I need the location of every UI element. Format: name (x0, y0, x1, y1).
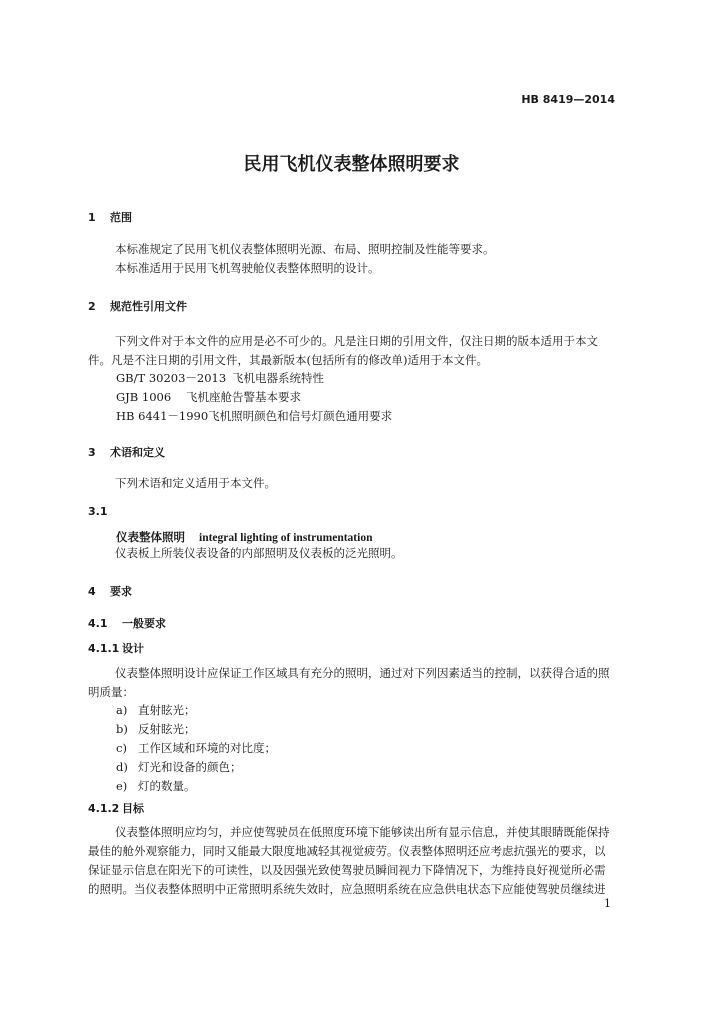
term-english: integral lighting of instrumentation (199, 532, 373, 544)
subsection-4-1-1-heading (88, 640, 144, 656)
objective-paragraph: 仪表整体照明应均匀，并应使驾驶员在低照度环境下能够读出所有显示信息，并使其眼睛既能保持最佳的舱外观察能力，同时又能最大限度地减轻其视觉疲劳。仪表整体照明还应考虑抗强光的要求，以保证显示信息在阳光下的可读性，以及因强光致使驾驶员瞬间视力下降情况下，为维持良好视觉所必需的照明。当仪表整体照明中正常照明系统失效时，应急照明系统在应急供电状态下应能使驾驶员继续进 (88, 825, 610, 896)
terms-intro-paragraph: 下列术语和定义适用于本文件。 (115, 476, 276, 490)
list-text: 反射眩光； (138, 722, 196, 736)
design-paragraph: 仪表整体照明设计应保证工作区域具有充分的照明，通过对下列因素适当的控制，以获得合适的照明质量： (88, 666, 610, 699)
page-number: 1 (604, 897, 611, 910)
normative-references-paragraph: 下列文件对于本文件的应用是必不可少的。凡是注日期的引用文件，仅注日期的版本适用于本文件。凡是不注日期的引用文件，其最新版本(包括所有的修改单)适用于本文件。 (88, 334, 598, 367)
standard-code: HB 8419—2014 (521, 93, 615, 106)
section-number: 1 (88, 211, 96, 224)
reference-name: 飞机电器系统特性 (232, 371, 324, 385)
section-number: 4.1.1 (88, 642, 120, 655)
subsection-4-1-2-heading (88, 800, 144, 816)
section-number: 2 (88, 300, 96, 313)
section-title: 规范性引用文件 (110, 300, 187, 313)
list-marker: b) (116, 722, 128, 736)
reference-name: 飞机座舱告警基本要求 (186, 390, 301, 404)
document-title: 民用飞机仪表整体照明要求 (243, 154, 460, 175)
reference-code: HB 6441－1990 (116, 409, 209, 423)
reference-line (116, 408, 392, 424)
section-number: 4.1 (88, 617, 108, 630)
list-item (116, 721, 196, 737)
term-entry (116, 529, 372, 545)
section-number: 3 (88, 446, 96, 459)
list-text: 灯的数量。 (138, 779, 196, 793)
list-text: 直射眩光； (138, 703, 196, 717)
list-item (116, 759, 242, 775)
list-marker: c) (116, 741, 127, 755)
reference-line (116, 389, 301, 405)
subsection-4-1-heading (88, 615, 166, 631)
section-title: 术语和定义 (110, 446, 165, 459)
list-text: 工作区域和环境的对比度； (138, 741, 276, 755)
reference-name: 飞机照明颜色和信号灯颜色通用要求 (208, 409, 393, 423)
section-number: 4.1.2 (88, 802, 120, 815)
list-text: 灯光和设备的颜色； (138, 760, 242, 774)
list-item (116, 740, 276, 756)
section-4-heading (88, 583, 132, 599)
reference-line (116, 370, 324, 386)
list-item (116, 778, 196, 794)
section-title: 目标 (122, 802, 144, 815)
section-1-heading (88, 209, 132, 225)
section-2-heading (88, 298, 187, 314)
section-title: 设计 (122, 642, 144, 655)
reference-code: GJB 1006 (116, 390, 172, 404)
term-definition: 仪表板上所装仪表设备的内部照明及仪表板的泛光照明。 (115, 546, 403, 560)
scope-paragraph-2: 本标准适用于民用飞机驾驶舱仪表整体照明的设计。 (115, 261, 380, 275)
section-title: 范围 (110, 211, 132, 224)
section-3-heading (88, 444, 165, 460)
subsection-3-1-number: 3.1 (88, 505, 108, 518)
term-chinese: 仪表整体照明 (116, 530, 185, 544)
list-item (116, 702, 196, 718)
scope-paragraph-1: 本标准规定了民用飞机仪表整体照明光源、布局、照明控制及性能等要求。 (115, 242, 495, 256)
section-title: 一般要求 (122, 617, 166, 630)
section-title: 要求 (110, 585, 132, 598)
list-marker: a) (116, 703, 128, 717)
reference-code: GB/T 30203－2013 (116, 371, 227, 385)
list-marker: d) (116, 760, 128, 774)
list-marker: e) (116, 779, 128, 793)
section-number: 4 (88, 585, 96, 598)
